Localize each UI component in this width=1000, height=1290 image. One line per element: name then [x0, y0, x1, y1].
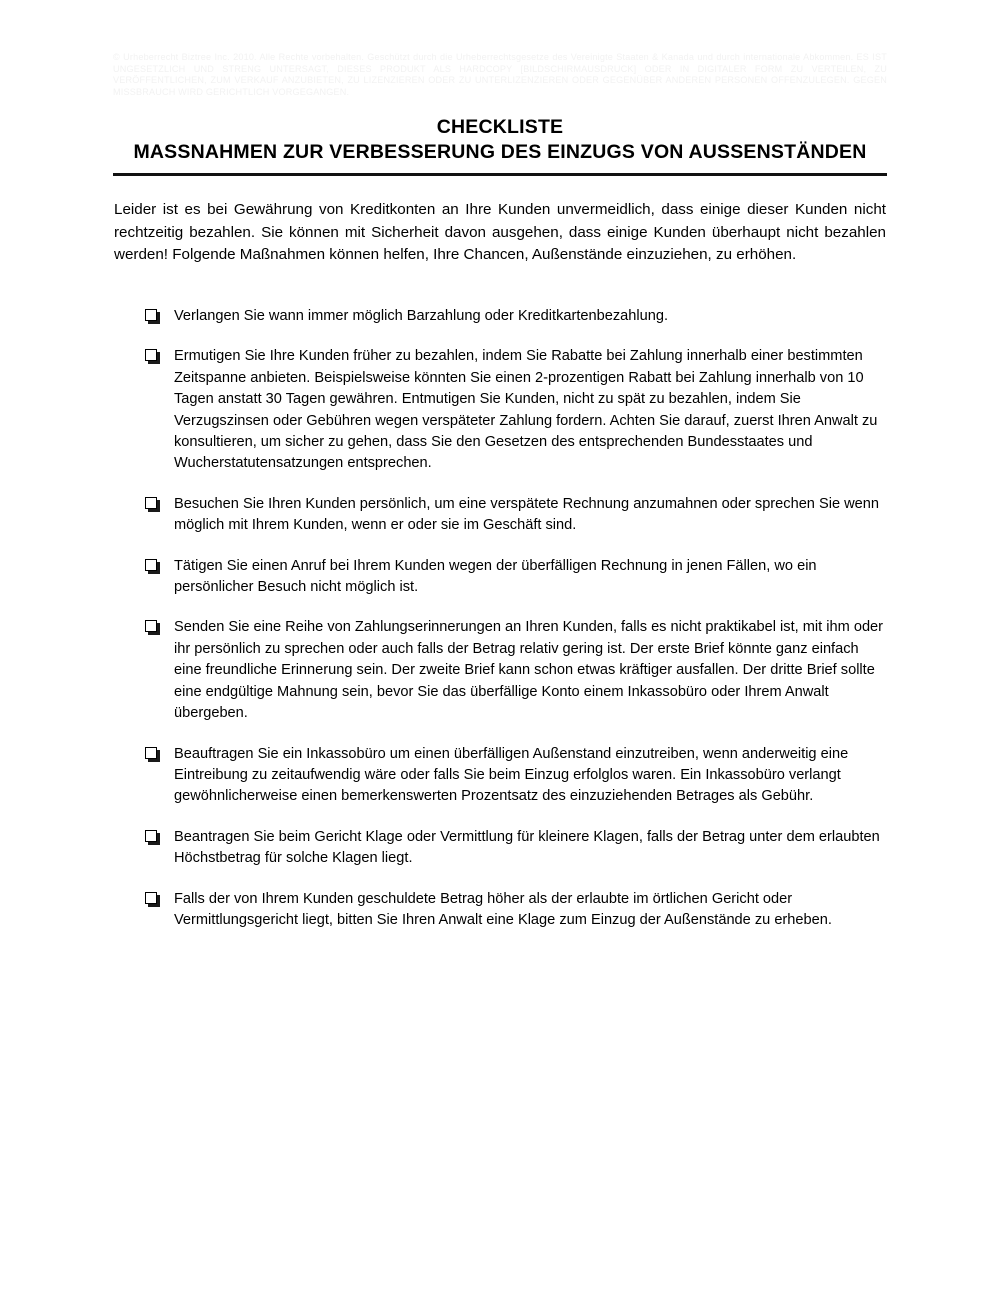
checklist — [143, 306, 888, 931]
copyright-notice: © Urheberrecht Biztree Inc. 2010. Alle Rechte vorbehalten. Geschützt durch die Urheberrechtsgesetze des Vereinigte Staaten & Kanada und durch internationale Abkommen. ES IST UNGESETZLICH UND STRENG UNTERSAGT, DIESES PRODUKT ALS HARDCOPY [BILDSCHIRMAUSDRUCK] ODER IN DIGITALER FORM ZU VERTEILEN, ZU VERÖFFENTLICHEN, ZUM VERKAUF ANZUBIETEN, ZU LIZENZIEREN ODER ZU UNTERLIZENZIEREN ODER GEGENÜBER ANDEREN PERSONEN OFFENZULEGEN. GEGEN MISSBRAUCH WIRD GERICHTLICH VORGEGANGEN. — [113, 52, 887, 97]
list-item-label: Tätigen Sie einen Anruf bei Ihrem Kunden wegen der überfälligen Rechnung in jenen Fällen, wo ein persönlicher Besuch nicht möglich ist. — [174, 557, 817, 596]
list-item-label: Besuchen Sie Ihren Kunden persönlich, um eine verspätete Rechnung anzumahnen oder sprechen Sie wenn möglich mit Ihrem Kunden, wenn er oder sie im Geschäft sind. — [174, 495, 880, 534]
empty-checkbox-icon[interactable] — [145, 620, 160, 635]
list-item[interactable] — [143, 889, 888, 932]
list-item-label: Beauftragen Sie ein Inkassobüro um einen überfälligen Außenstand einzutreiben, wenn anderweitig eine Eintreibung zu zeitaufwendig wäre oder falls Sie beim Einzug erfolglos waren. Ein Inkassobüro verlangt gewöhnlicherweise einen bemerkenswerten Prozentsatz des einzuziehenden Betrages als Gebühr. — [174, 745, 849, 805]
page-title-line-1: CHECKLISTE — [436, 116, 564, 138]
list-item-label: Beantragen Sie beim Gericht Klage oder Vermittlung für kleinere Klagen, falls der Betrag unter dem erlaubten Höchstbetrag für solche Klagen liegt. — [174, 828, 880, 867]
empty-checkbox-icon[interactable] — [145, 497, 160, 512]
empty-checkbox-icon[interactable] — [145, 830, 160, 845]
page-title-line-2: MASSNAHMEN ZUR VERBESSERUNG DES EINZUGS VON AUSSENSTÄNDEN — [133, 141, 867, 163]
empty-checkbox-icon[interactable] — [145, 349, 160, 364]
list-item-label: Ermutigen Sie Ihre Kunden früher zu bezahlen, indem Sie Rabatte bei Zahlung innerhalb einer bestimmten Zeitspanne anbieten. Beispielsweise könnten Sie einen 2-prozentigen Rabatt bei Zahlung innerhalb von 10 Tagen anstatt 30 Tagen gewähren. Entmutigen Sie Kunden, nicht zu spät zu bezahlen, indem Sie Verzugszinsen oder Gebühren wegen verspäteter Zahlung fordern. Achten Sie darauf, zuerst Ihren Anwalt zu konsultieren, um sicher zu gehen, dass Sie den Gesetzen des entsprechenden Bundesstaates und Wucherstatutensatzungen entsprechen. — [174, 348, 878, 472]
list-item-label: Falls der von Ihrem Kunden geschuldete Betrag höher als der erlaubte im örtlichen Gericht oder Vermittlungsgericht liegt, bitten Sie Ihren Anwalt eine Klage zum Einzug der Außenstände zu erheben. — [174, 890, 832, 928]
list-item-label: Senden Sie eine Reihe von Zahlungserinnerungen an Ihren Kunden, falls es nicht praktikabel ist, mit ihm oder ihr persönlich zu sprechen oder auch falls der Betrag relativ gering ist. Der erste Brief könnte ganz einfach eine freundliche Erinnerung sein. Der zweite Brief kann schon etwas kräftiger ausfallen. Der dritte Brief sollte eine endgültige Mahnung sein, bevor Sie das überfällige Konto einem Inkassobüro oder Ihrem Anwalt übergeben. — [174, 619, 884, 722]
empty-checkbox-icon[interactable] — [145, 559, 160, 574]
list-item[interactable] — [143, 494, 888, 537]
page-title — [113, 115, 887, 165]
list-item[interactable] — [143, 306, 888, 327]
title-divider — [113, 172, 887, 177]
empty-checkbox-icon[interactable] — [145, 309, 160, 324]
list-item[interactable] — [143, 346, 888, 474]
list-item[interactable] — [143, 827, 888, 870]
empty-checkbox-icon[interactable] — [145, 747, 160, 762]
list-item[interactable] — [143, 744, 888, 808]
list-item[interactable] — [143, 617, 888, 724]
list-item-label: Verlangen Sie wann immer möglich Barzahlung oder Kreditkartenbezahlung. — [174, 308, 669, 324]
empty-checkbox-icon[interactable] — [145, 892, 160, 907]
intro-paragraph: Leider ist es bei Gewährung von Kreditkonten an Ihre Kunden unvermeidlich, dass einige dieser Kunden nicht rechtzeitig bezahlen. Sie können mit Sicherheit davon ausgehen, dass einige Kunden überhaupt nicht bezahlen werden! Folgende Maßnahmen können helfen, Ihre Chancen, Außenstände einzuziehen, zu erhöhen. — [114, 201, 886, 264]
title-divider-inner — [113, 173, 887, 176]
list-item[interactable] — [143, 556, 888, 599]
